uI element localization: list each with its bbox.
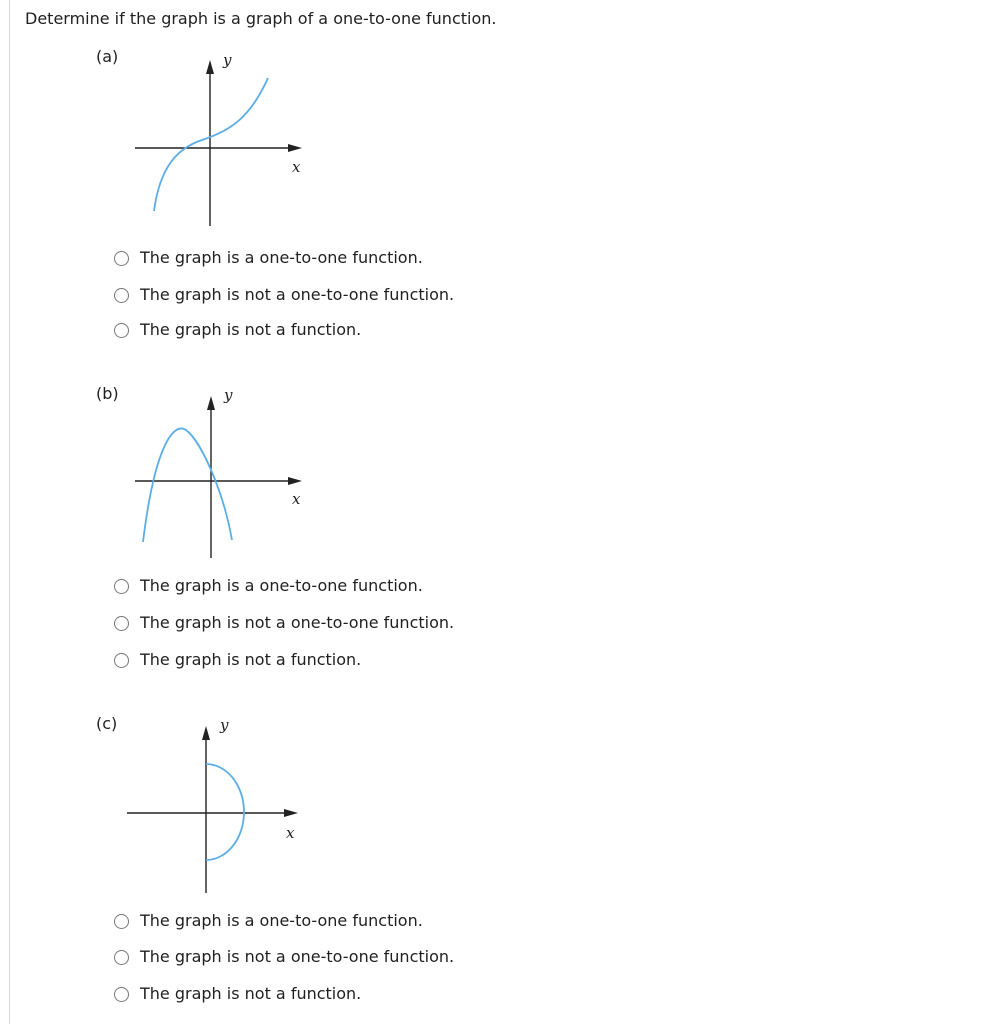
graph-c-x-label: x [286,824,295,842]
graph-c [124,712,304,897]
graph-a [130,48,310,228]
part-a-option-one-to-one[interactable] [114,248,514,268]
option-label: The graph is not a one-to-one function. [140,613,455,632]
graph-b-y-arrow [207,396,215,410]
option-label: The graph is not a function. [140,984,362,1003]
part-b-option-not-one-to-one[interactable] [114,613,514,633]
part-c-option-not-function[interactable] [114,984,514,1004]
radio-button[interactable] [114,616,129,631]
question-prompt: Determine if the graph is a graph of a one-to-one function. [25,9,497,28]
radio-button[interactable] [114,251,129,266]
radio-button[interactable] [114,323,129,338]
graph-b-y-label: y [224,386,233,404]
option-label: The graph is a one-to-one function. [140,911,423,930]
part-a-option-not-function[interactable] [114,320,514,340]
option-label: The graph is not a function. [140,650,362,669]
graph-a-y-label: y [223,51,232,69]
part-a-option-not-one-to-one[interactable] [114,285,514,305]
part-c-option-one-to-one[interactable] [114,911,514,931]
option-label: The graph is not a one-to-one function. [140,285,455,304]
graph-b-x-arrow [288,477,302,485]
option-label: The graph is not a one-to-one function. [140,947,455,966]
graph-c-curve [206,764,244,860]
part-b-option-not-function[interactable] [114,650,514,670]
option-label: The graph is a one-to-one function. [140,576,423,595]
part-b-label: (b) [96,384,119,403]
left-divider [9,0,10,1024]
graph-b-curve [143,428,232,542]
graph-a-y-arrow [206,60,214,74]
graph-c-y-arrow [202,726,210,740]
graph-a-x-label: x [292,158,301,176]
radio-button[interactable] [114,579,129,594]
option-label: The graph is not a function. [140,320,362,339]
graph-c-x-arrow [284,809,298,817]
radio-button[interactable] [114,950,129,965]
part-c-label: (c) [96,714,118,733]
radio-button[interactable] [114,653,129,668]
graph-c-y-label: y [220,716,229,734]
radio-button[interactable] [114,288,129,303]
graph-b [130,384,310,564]
part-a-label: (a) [96,47,119,66]
graph-b-x-label: x [292,490,301,508]
part-b-option-one-to-one[interactable] [114,576,514,596]
radio-button[interactable] [114,987,129,1002]
radio-button[interactable] [114,914,129,929]
graph-a-x-arrow [288,144,302,152]
graph-a-curve [154,78,268,211]
part-c-option-not-one-to-one[interactable] [114,947,514,967]
option-label: The graph is a one-to-one function. [140,248,423,267]
